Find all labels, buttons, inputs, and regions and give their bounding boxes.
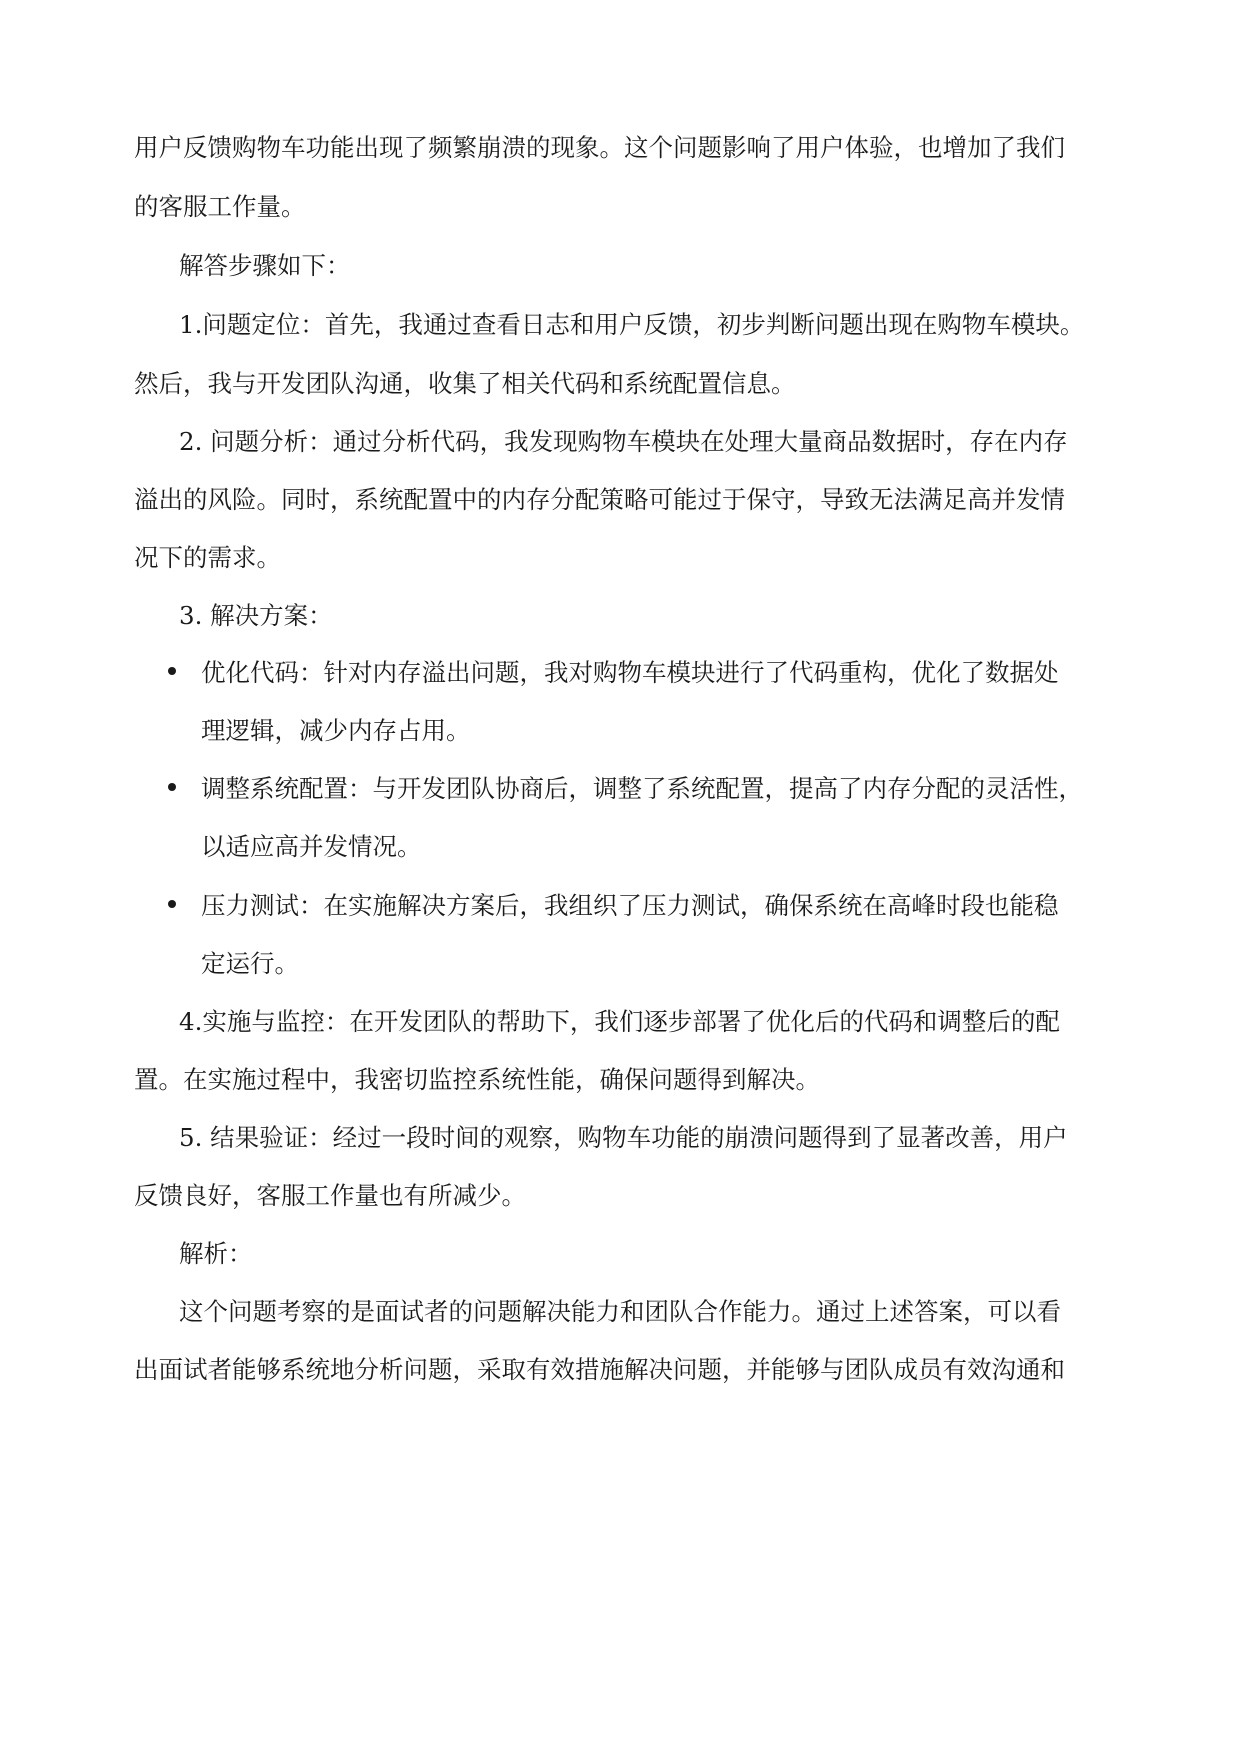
bullet-3-line-2: 定运行。 bbox=[201, 949, 299, 978]
step2-line-3: 况下的需求。 bbox=[134, 543, 281, 572]
bullet-icon bbox=[168, 900, 176, 908]
step1-line-1: 1.问题定位：首先，我通过查看日志和用户反馈，初步判断问题出现在购物车模块。 bbox=[179, 310, 1085, 339]
step5-line-2: 反馈良好，客服工作量也有所减少。 bbox=[134, 1181, 526, 1210]
step2-line-2: 溢出的风险。同时，系统配置中的内存分配策略可能过于保守，导致无法满足高并发情 bbox=[134, 485, 1065, 514]
step4-line-1: 4.实施与监控：在开发团队的帮助下，我们逐步部署了优化后的代码和调整后的配 bbox=[179, 1007, 1060, 1036]
bullet-icon bbox=[168, 783, 176, 791]
intro-line-2: 的客服工作量。 bbox=[134, 192, 306, 221]
bullet-1-line-1: 优化代码：针对内存溢出问题，我对购物车模块进行了代码重构，优化了数据处 bbox=[201, 658, 1059, 687]
analysis-line-2: 出面试者能够系统地分析问题，采取有效措施解决问题，并能够与团队成员有效沟通和 bbox=[134, 1355, 1065, 1384]
step3-heading: 3. 解决方案： bbox=[179, 601, 333, 630]
intro-line-1: 用户反馈购物车功能出现了频繁崩溃的现象。这个问题影响了用户体验，也增加了我们 bbox=[134, 133, 1065, 162]
step4-line-2: 置。在实施过程中，我密切监控系统性能，确保问题得到解决。 bbox=[134, 1065, 820, 1094]
steps-heading: 解答步骤如下： bbox=[179, 251, 351, 280]
bullet-2-line-2: 以适应高并发情况。 bbox=[201, 832, 422, 861]
bullet-1-line-2: 理逻辑，减少内存占用。 bbox=[201, 716, 471, 745]
bullet-icon bbox=[168, 667, 176, 675]
step1-line-2: 然后，我与开发团队沟通，收集了相关代码和系统配置信息。 bbox=[134, 369, 796, 398]
analysis-heading: 解析： bbox=[179, 1239, 253, 1268]
step2-line-1: 2. 问题分析：通过分析代码，我发现购物车模块在处理大量商品数据时，存在内存 bbox=[179, 427, 1068, 456]
bullet-2-line-1: 调整系统配置：与开发团队协商后，调整了系统配置，提高了内存分配的灵活性， bbox=[201, 774, 1083, 803]
bullet-3-line-1: 压力测试：在实施解决方案后，我组织了压力测试，确保系统在高峰时段也能稳 bbox=[201, 891, 1059, 920]
analysis-line-1: 这个问题考察的是面试者的问题解决能力和团队合作能力。通过上述答案，可以看 bbox=[179, 1297, 1061, 1326]
step5-line-1: 5. 结果验证：经过一段时间的观察，购物车功能的崩溃问题得到了显著改善，用户 bbox=[179, 1123, 1068, 1152]
